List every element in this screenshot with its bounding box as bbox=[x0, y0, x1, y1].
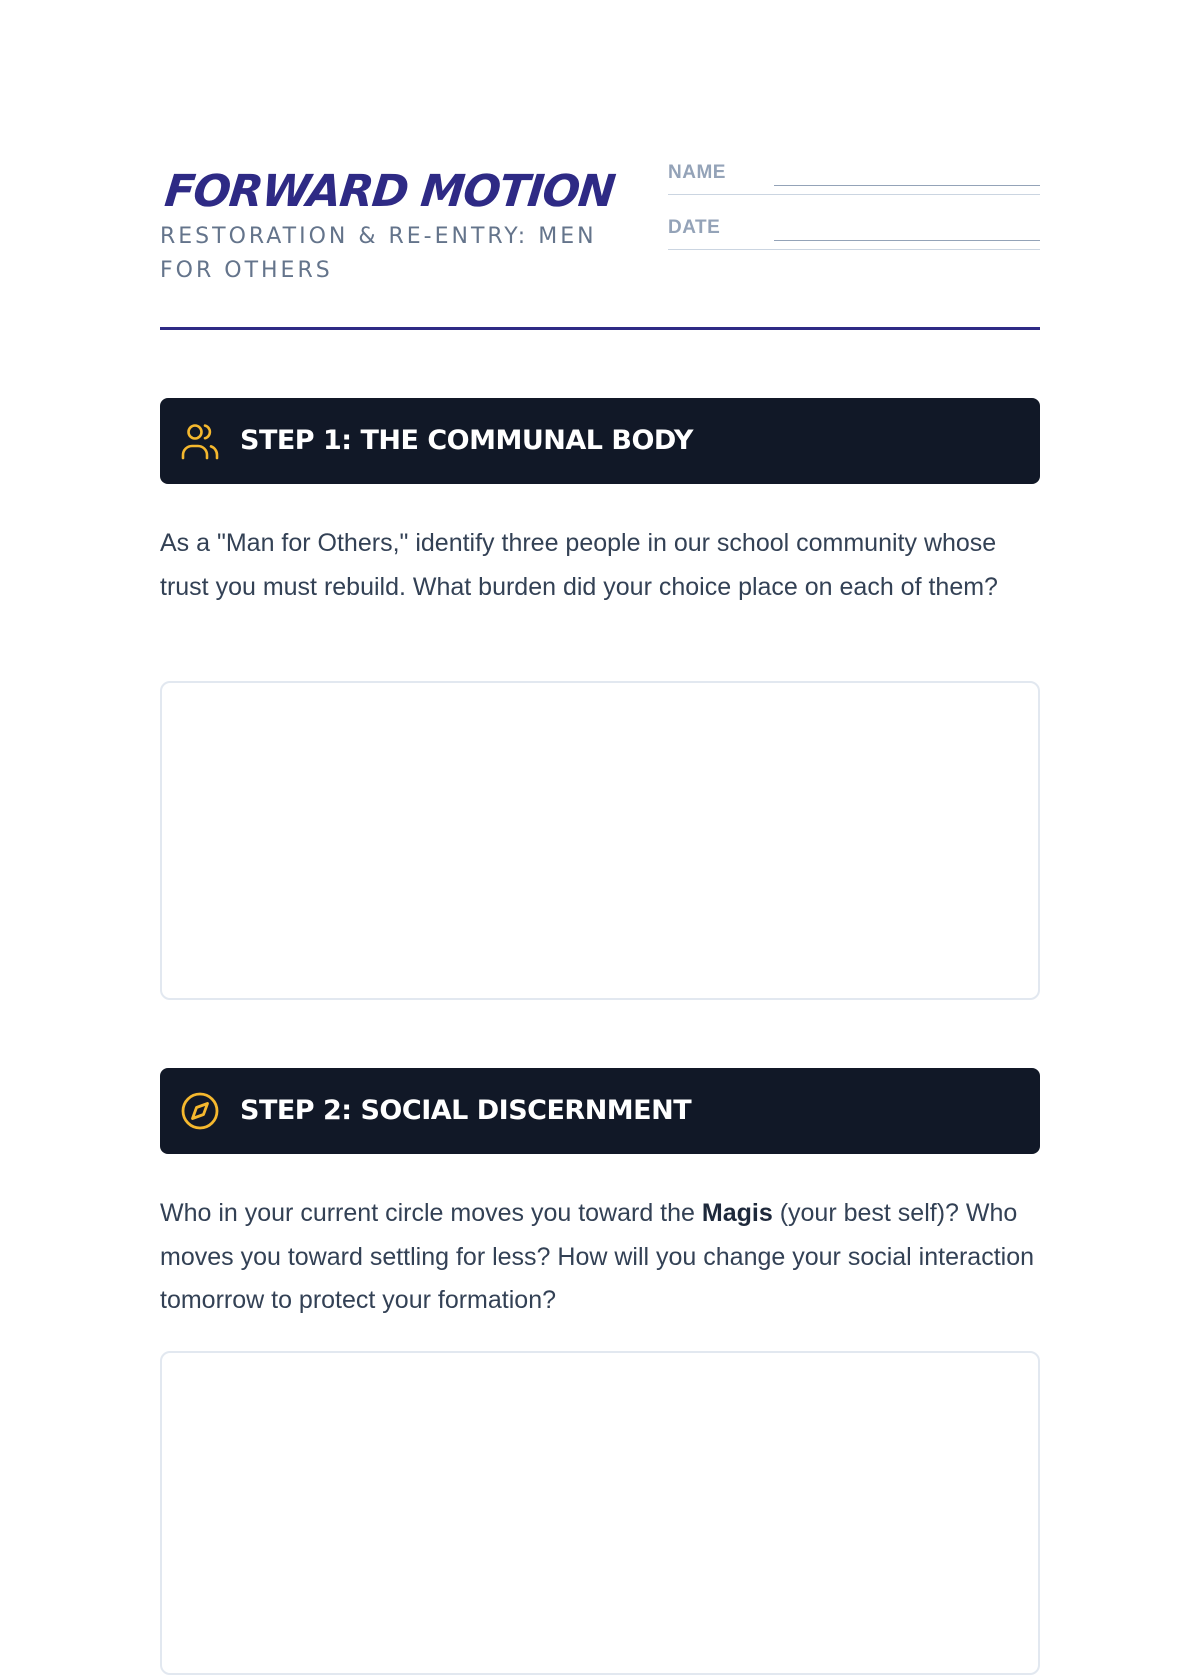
date-field[interactable] bbox=[774, 240, 1040, 241]
step-2-prompt-start: Who in your current circle moves you toward the bbox=[160, 1199, 702, 1227]
worksheet-header bbox=[160, 160, 1040, 330]
name-field-row bbox=[668, 160, 1040, 195]
page-subtitle: RESTORATION & RE-ENTRY: MEN FOR OTHERS bbox=[160, 224, 597, 283]
date-label: DATE bbox=[668, 217, 721, 238]
step-2-prompt bbox=[160, 1192, 1040, 1323]
header-divider bbox=[160, 327, 1040, 330]
step-1-prompt: As a "Man for Others," identify three people in our school community whose trust you must rebuild. What burden did your choice place on each of them? bbox=[160, 529, 998, 601]
step-2-answer[interactable] bbox=[160, 1351, 1040, 1675]
magis-term: Magis bbox=[701, 1199, 773, 1227]
name-label: NAME bbox=[668, 162, 726, 183]
step-1-title: STEP 1: THE COMMUNAL BODY bbox=[240, 425, 693, 456]
date-field-row bbox=[668, 215, 1040, 250]
step-1-answer[interactable] bbox=[160, 681, 1040, 1000]
users-icon bbox=[180, 421, 220, 461]
name-field[interactable] bbox=[774, 185, 1040, 186]
page-title: FORWARD MOTION bbox=[162, 166, 617, 217]
step-1-banner bbox=[160, 398, 1040, 484]
step-2-banner bbox=[160, 1068, 1040, 1154]
step-2-prompt-end: (your best self)? Who moves you toward settling for less? How will you change your social interaction tomorrow to protect your formation? bbox=[160, 1199, 1035, 1314]
compass-icon bbox=[180, 1091, 220, 1131]
step-2-title: STEP 2: SOCIAL DISCERNMENT bbox=[240, 1095, 692, 1126]
